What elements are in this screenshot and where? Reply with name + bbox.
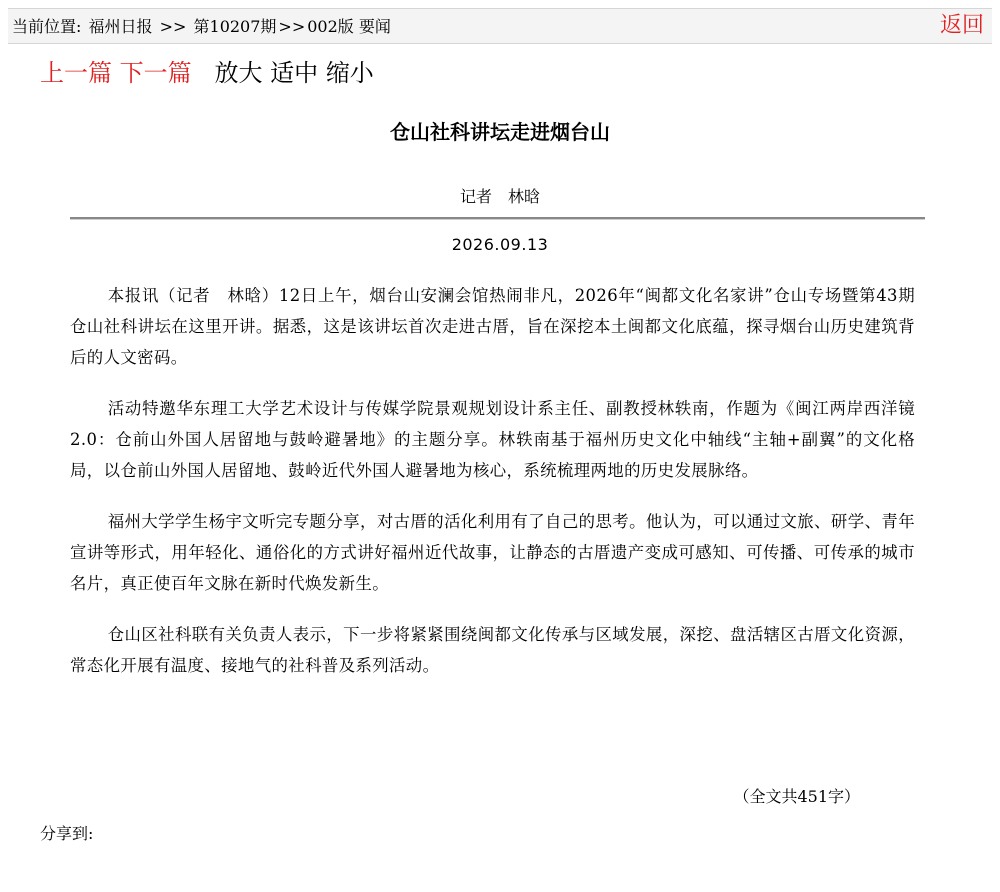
zoom-out-button[interactable]: 缩小 <box>325 59 374 87</box>
article-paragraph: 活动特邀华东理工大学艺术设计与传媒学院景观规划设计系主任、副教授林轶南，作题为《闽江两岸西洋镜2.0：仓前山外国人居留地与鼓岭避暑地》的主题分享。林轶南基于福州历史文化中轴线“主轴+副翼”的文化格局，以仓前山外国人居留地、鼓岭近代外国人避暑地为核心，系统梳理两地的历史发展脉络。 <box>70 399 915 480</box>
article-paragraph: 本报讯（记者 林晗）12日上午，烟台山安澜会馆热闹非凡，2026年“闽都文化名家讲”仓山专场暨第43期仓山社科讲坛在这里开讲。据悉，这是该讲坛首次走进古厝，旨在深挖本土闽都文化底蕴，探寻烟台山历史建筑背后的人文密码。 <box>70 286 915 367</box>
article-body <box>70 280 915 701</box>
zoom-in-button[interactable]: 放大 <box>214 59 263 87</box>
share-label: 分享到: <box>40 824 94 843</box>
article-author: 记者 林晗 <box>459 187 540 206</box>
title-divider <box>70 217 925 219</box>
breadcrumb-separator: >> <box>159 17 187 36</box>
zoom-fit-button[interactable]: 适中 <box>270 59 319 87</box>
back-link[interactable]: 返回 <box>939 13 984 38</box>
article-title: 仓山社科讲坛走进烟台山 <box>390 120 610 144</box>
article-date: 2026.09.13 <box>451 235 549 254</box>
article-paragraph: 福州大学学生杨宇文听完专题分享，对古厝的活化利用有了自己的思考。他认为，可以通过文旅、研学、青年宣讲等形式，用年轻化、通俗化的方式讲好福州近代故事，让静态的古厝遗产变成可感知、可传播、可传承的城市名片，真正使百年文脉在新时代焕发新生。 <box>70 512 915 593</box>
breadcrumb-separator: >> <box>278 17 306 36</box>
article-toolbar <box>40 58 374 88</box>
breadcrumb-paper-link[interactable]: 福州日报 <box>88 17 153 36</box>
breadcrumb <box>12 17 393 37</box>
breadcrumb-page-link[interactable]: 002版 要闻 <box>307 17 391 36</box>
breadcrumb-label: 当前位置: <box>12 17 82 36</box>
prev-article-link[interactable]: 上一篇 <box>40 59 112 87</box>
word-count: （全文共451字） <box>733 787 860 806</box>
article-paragraph: 仓山区社科联有关负责人表示，下一步将紧紧围绕闽都文化传承与区域发展，深挖、盘活辖区古厝文化资源，常态化开展有温度、接地气的社科普及系列活动。 <box>70 625 915 675</box>
next-article-link[interactable]: 下一篇 <box>119 59 192 87</box>
breadcrumb-issue-link[interactable]: 第10207期 <box>193 17 277 36</box>
location-bar <box>8 8 992 44</box>
